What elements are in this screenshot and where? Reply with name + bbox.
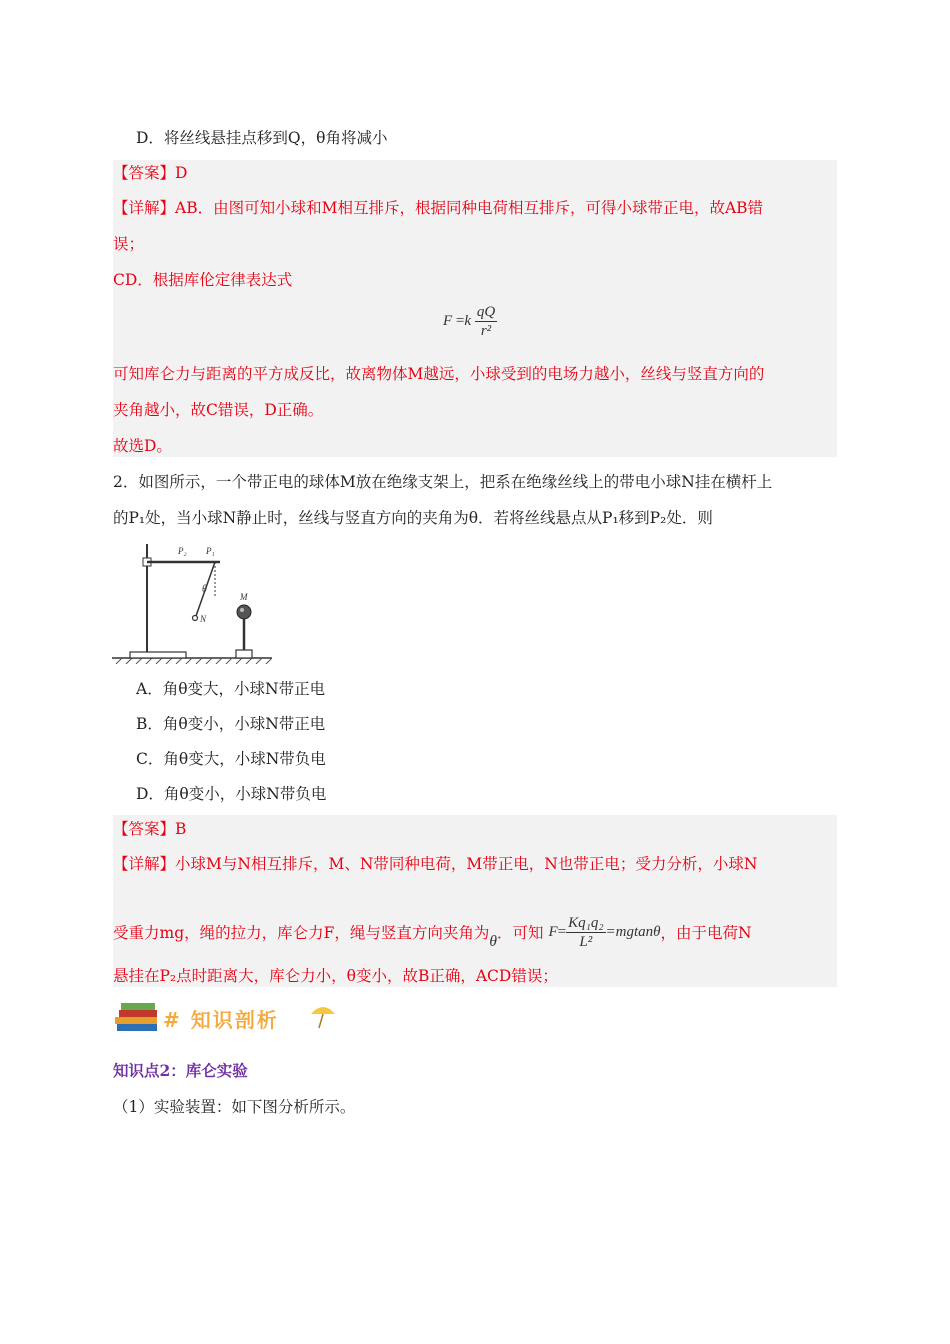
label-theta: θ [202,584,207,595]
q2-detail-line2: 受重力mg，绳的拉力，库仑力F，绳与竖直方向夹角为θ．可知 F= $\frac{\text{Kq₁q₂}}{\text{L²}}$ =mgtanθ，由于电荷N [113,915,752,950]
q2-stem-line2: 的P₁处，当小球N静止时，丝线与竖直方向的夹角为θ．若将丝线悬点从P₁移到P₂处．则 [113,509,713,527]
sphere-base [236,650,252,658]
sphere-m [237,605,251,619]
answer-label: 【答案】 [113,820,176,838]
q2-answer [113,819,186,839]
detail-label: 【详解】 [113,855,176,873]
q1-answer [113,163,187,183]
q2-detail-line1: 【详解】小球M与N相互排斥，M、N带同种电荷，M带正电，N也带正电；受力分析，小球N [113,855,758,873]
label-p1: P₁ [206,546,215,556]
q2-answer-box [113,815,837,987]
q1-detail-line5: 夹角越小，故C错误，D正确。 [113,401,324,419]
q1-detail-line6: 故选D。 [113,437,172,455]
answer-value: D [175,164,188,182]
answer-value: B [175,820,187,838]
books-icon [113,998,163,1034]
q2-force-formula: F= $\frac{\text{Kq₁q₂}}{\text{L²}}$ =mgtanθ [548,915,661,950]
q1-coulomb-formula: F =k $\frac{qQ}{\text{r²}}$ [443,304,496,339]
banner-text: # 知识剖析 [163,1008,279,1032]
q2-option-b: B．角θ变小，小球N带正电 [136,715,326,733]
ball-n [193,616,198,621]
label-n: N [200,614,207,624]
q2-option-c: C．角θ变大，小球N带负电 [136,750,326,768]
q2-stem-line1: 2．如图所示，一个带正电的球体M放在绝缘支架上，把系在绝缘丝线上的带电小球N挂在横杆上 [113,473,773,491]
q2-figure [112,540,272,664]
q1-detail-line1: 【详解】AB．由图可知小球和M相互排斥，根据同种电荷相互排斥，可得小球带正电，故AB错 [113,199,764,217]
sphere-highlight [240,608,244,612]
ground-hatch [116,658,272,664]
fraction: $\frac{qQ}{\text{r²}}$ [476,304,496,339]
stand-base [130,652,186,658]
knowledge-heading: 知识点2：库仑实验 [113,1061,248,1080]
umbrella-icon [309,1002,337,1030]
q2-detail-line3: 悬挂在P₂点时距离大，库仑力小，θ变小，故B正确，ACD错误； [113,967,558,985]
q2-option-a: A．角θ变大，小球N带正电 [136,680,326,698]
q1-detail-line3: CD．根据库伦定律表达式 [113,271,293,289]
knowledge-banner [113,998,343,1034]
label-p2: P₂ [178,546,187,556]
answer-label: 【答案】 [113,164,176,182]
knowledge-line1: （1）实验装置：如下图分析所示。 [113,1098,356,1116]
q1-detail-line2: 误； [113,235,145,253]
label-m: M [240,592,248,602]
detail-label: 【详解】 [113,199,176,217]
q1-detail-line4: 可知库仑力与距离的平方成反比，故离物体M越远，小球受到的电场力越小，丝线与竖直方向的 [113,365,765,383]
q1-option-d: D．将丝线悬挂点移到Q，θ角将减小 [136,129,388,147]
q2-option-d: D．角θ变小，小球N带负电 [136,785,327,803]
